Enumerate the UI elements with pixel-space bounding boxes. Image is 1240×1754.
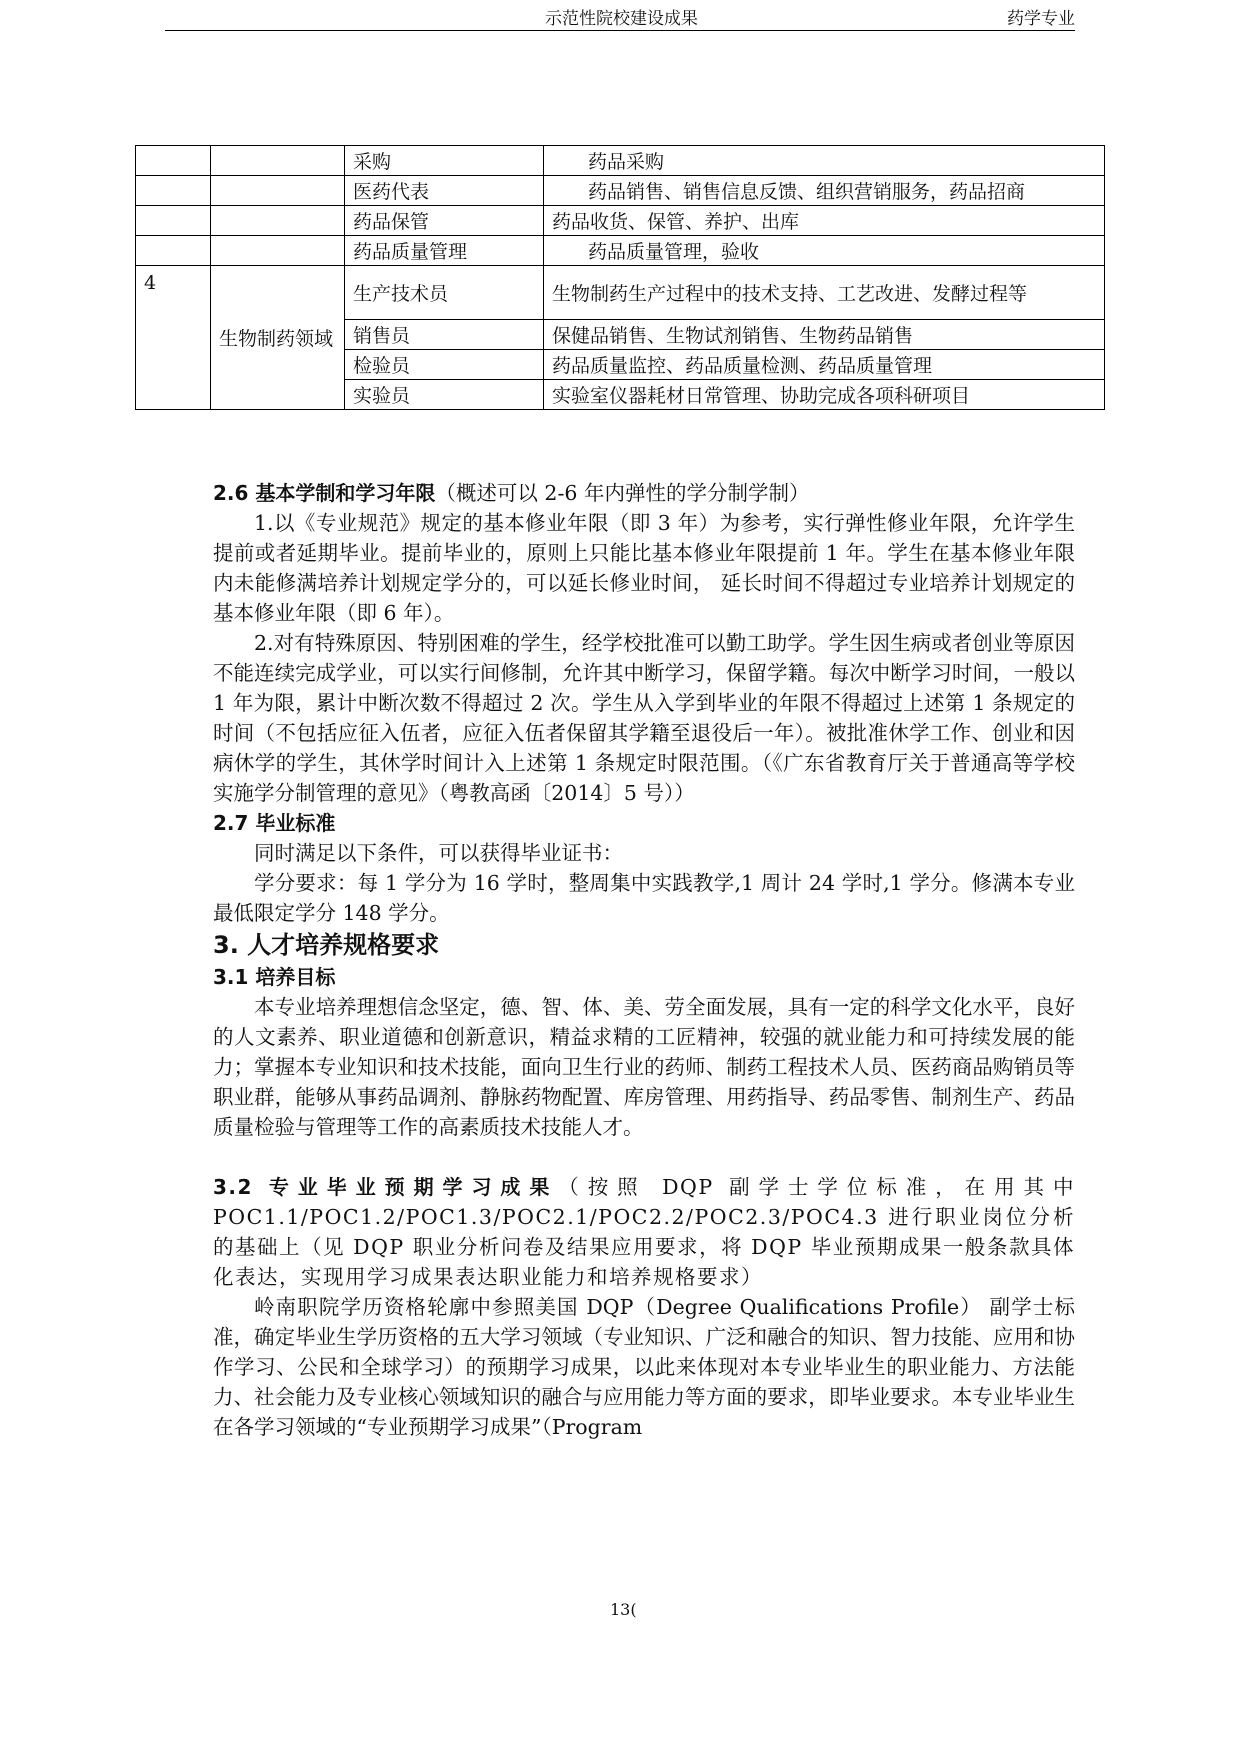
table-row — [136, 236, 1105, 266]
table-cell-task: 药品收货、保管、养护、出库 — [544, 206, 1105, 236]
table-cell-num — [136, 176, 211, 206]
table-cell-job: 生产技术员 — [345, 266, 544, 320]
body-content — [213, 478, 1075, 1442]
table-row — [136, 176, 1105, 206]
paragraph: 2.对有特殊原因、特别困难的学生，经学校批准可以勤工助学。学生因生病或者创业等原因不能连续完成学业，可以实行间修制，允许其中断学习，保留学籍。每次中断学习时间，一般以 1 年为限，累计中断次数不得超过 2 次。学生从入学到毕业的年限不得超过上述第 1 条规定的时间（不包括应征入伍者，应征入伍者保留其学籍至退役后一年）。被批准休学工作、创业和因病休学的学生，其休学时间计入上述第 1 条规定时限范围。（《广东省教育厅关于普通高等学校实施学分制管理的意见》（粤教高函〔2014〕5 号）） — [213, 631, 1075, 805]
table-cell-job: 销售员 — [345, 320, 544, 350]
table-cell-task: 药品质量监控、药品质量检测、药品质量管理 — [544, 350, 1105, 380]
section-2-6-heading-line — [213, 478, 1075, 508]
section-3-2-note: （按照 DQP 副学士学位标准，在用其中 POC1.1/POC1.2/POC1.3/POC2.1/POC2.2/POC2.3/POC4.3 进行职业岗位分析的基础上（见 DQP 职业分析问卷及结果应用要求，将 DQP 毕业预期成果一般条款具体化表达，实现用学习成果表达职业能力和培养规格要求） — [213, 1175, 1075, 1289]
table-cell-job: 实验员 — [345, 380, 544, 410]
paragraph: 本专业培养理想信念坚定，德、智、体、美、劳全面发展，具有一定的科学文化水平，良好的人文素养、职业道德和创新意识，精益求精的工匠精神，较强的就业能力和可持续发展的能力；掌握本专业知识和技术技能，面向卫生行业的药师、制药工程技术人员、医药商品购销员等职业群，能够从事药品调剂、静脉药物配置、库房管理、用药指导、药品零售、制剂生产、药品质量检验与管理等工作的高素质技术技能人才。 — [213, 995, 1075, 1139]
table-cell-job: 检验员 — [345, 350, 544, 380]
table-cell-domain — [211, 146, 345, 176]
section-2-6-note: （概述可以 2-6 年内弹性的学分制学制） — [435, 481, 810, 505]
table-cell-job: 医药代表 — [345, 176, 544, 206]
table-cell-num — [136, 146, 211, 176]
section-3-2-heading-line — [213, 1172, 1075, 1292]
header-title: 示范性院校建设成果 — [545, 9, 698, 29]
paragraph: 学分要求：每 1 学分为 16 学时，整周集中实践教学,1 周计 24 学时,1 学分。修满本专业最低限定学分 148 学分。 — [213, 871, 1075, 925]
table-cell-domain — [211, 176, 345, 206]
table-row — [136, 206, 1105, 236]
table-cell-num: 4 — [136, 266, 211, 410]
section-3-1-heading: 3.1 培养目标 — [213, 965, 336, 989]
table-cell-task: 生物制药生产过程中的技术支持、工艺改进、发酵过程等 — [544, 266, 1105, 320]
table-cell-job: 采购 — [345, 146, 544, 176]
section-2-6-heading: 2.6 基本学制和学习年限 — [213, 481, 436, 505]
table-cell-task: 保健品销售、生物试剂销售、生物药品销售 — [544, 320, 1105, 350]
table-cell-domain — [211, 206, 345, 236]
table-cell-domain: 生物制药领域 — [211, 266, 345, 410]
table-cell-job: 药品质量管理 — [345, 236, 544, 266]
paragraph: 同时满足以下条件，可以获得毕业证书： — [254, 841, 623, 865]
page-number: 13( — [610, 1600, 637, 1619]
section-3-2-heading: 3.2 专业毕业预期学习成果 — [213, 1175, 559, 1199]
table-cell-domain — [211, 236, 345, 266]
table-cell-num — [136, 206, 211, 236]
job-table — [135, 145, 1105, 410]
paragraph: 岭南职院学历资格轮廓中参照美国 DQP（Degree Qualifications Profile） 副学士标准，确定毕业生学历资格的五大学习领域（专业知识、广泛和融合的知识、智力技能、应用和协作学习、公民和全球学习）的预期学习成果，以此来体现对本专业毕业生的职业能力、方法能力、社会能力及专业核心领域知识的融合与应用能力等方面的要求，即毕业要求。本专业毕业生在各学习领域的“专业预期学习成果”（Program — [213, 1295, 1075, 1439]
section-3-heading: 3. 人才培养规格要求 — [213, 931, 440, 959]
table-cell-task: 药品采购 — [544, 146, 1105, 176]
table-cell-task: 药品销售、销售信息反馈、组织营销服务，药品招商 — [544, 176, 1105, 206]
table-cell-job: 药品保管 — [345, 206, 544, 236]
table-cell-num — [136, 236, 211, 266]
table-row — [136, 146, 1105, 176]
table-row — [136, 266, 1105, 320]
page-header — [165, 0, 1075, 31]
section-2-7-heading: 2.7 毕业标准 — [213, 811, 336, 835]
table-cell-task: 实验室仪器耗材日常管理、协助完成各项科研项目 — [544, 380, 1105, 410]
header-major: 药学专业 — [1007, 9, 1075, 29]
table-cell-task: 药品质量管理，验收 — [544, 236, 1105, 266]
paragraph: 1.以《专业规范》规定的基本修业年限（即 3 年）为参考，实行弹性修业年限，允许学生提前或者延期毕业。提前毕业的，原则上只能比基本修业年限提前 1 年。学生在基本修业年限内未能修满培养计划规定学分的，可以延长修业时间， 延长时间不得超过专业培养计划规定的基本修业年限（即 6 年）。 — [213, 511, 1075, 625]
